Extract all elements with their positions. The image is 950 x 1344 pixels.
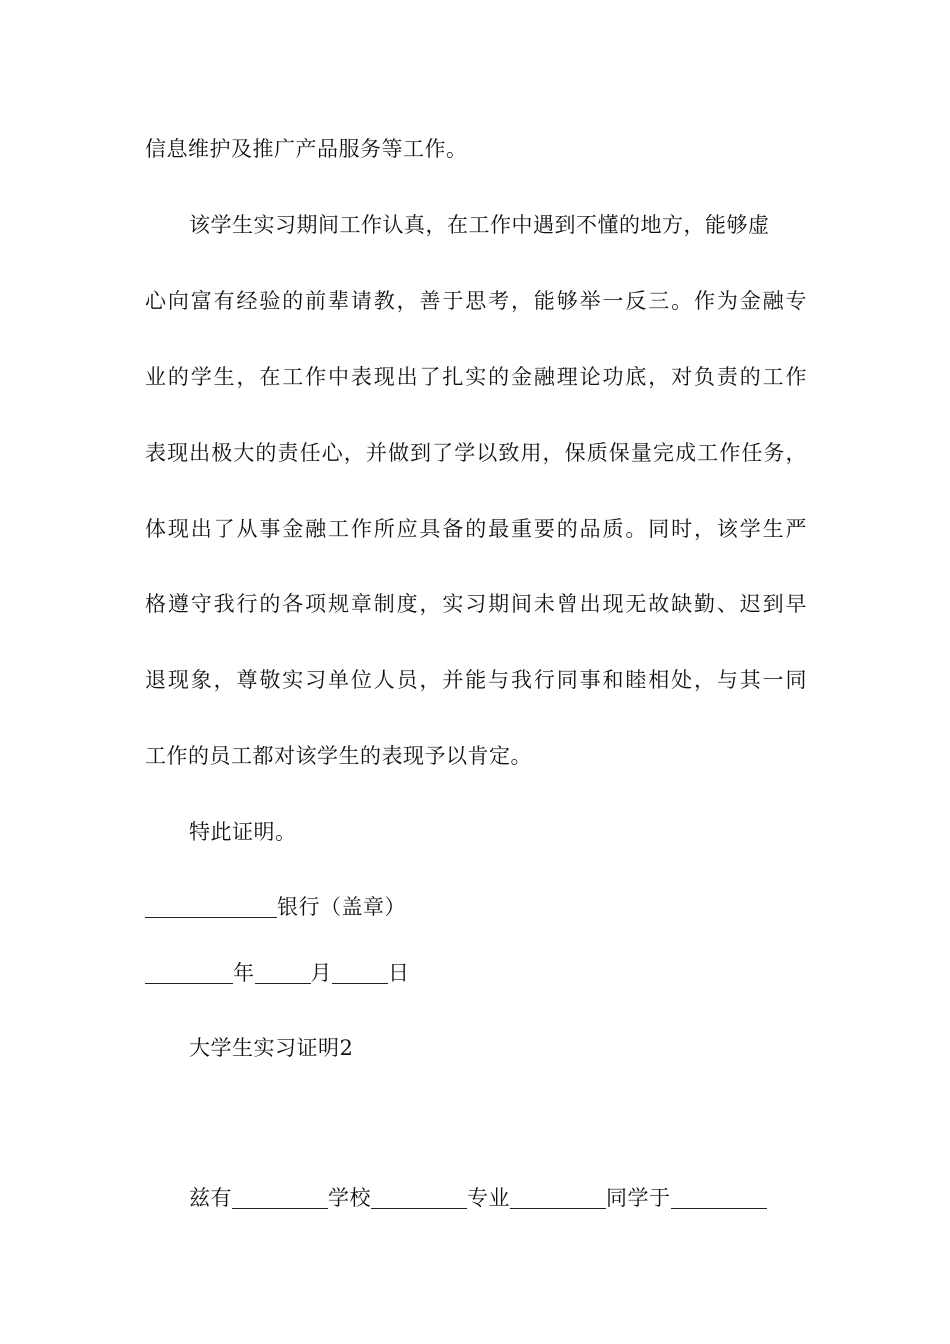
student-blank: [510, 1186, 606, 1209]
body-line-1: 信息维护及推广产品服务等工作。: [145, 137, 468, 161]
day-blank: [332, 961, 388, 984]
opening-text-3: 专业: [467, 1186, 510, 1210]
closing-statement: 特此证明。: [189, 820, 297, 844]
bank-name-blank: [145, 895, 277, 918]
major-blank: [371, 1186, 467, 1209]
body-line-8: 退现象，尊敬实习单位人员，并能与我行同事和睦相处，与其一同: [145, 668, 807, 692]
certificate-opening-line: [189, 1183, 767, 1213]
school-blank: [232, 1186, 328, 1209]
month-blank: [255, 961, 311, 984]
body-line-6: 体现出了从事金融工作所应具备的最重要的品质。同时，该学生严: [145, 517, 807, 541]
bank-stamp-label: 银行（盖章）: [277, 895, 406, 919]
day-label: 日: [388, 961, 410, 985]
body-line-2: 该学生实习期间工作认真，在工作中遇到不懂的地方，能够虚: [189, 213, 770, 237]
body-line-7: 格遵守我行的各项规章制度，实习期间未曾出现无故缺勤、迟到早: [145, 592, 807, 616]
opening-text-4: 同学于: [606, 1186, 671, 1210]
year-label: 年: [233, 961, 255, 985]
body-line-4: 业的学生，在工作中表现出了扎实的金融理论功底，对负责的工作: [145, 365, 807, 389]
section-title: 大学生实习证明2: [189, 1036, 354, 1060]
year-blank: [145, 961, 233, 984]
date-blank: [671, 1186, 767, 1209]
date-line: [145, 958, 410, 988]
opening-text-1: 兹有: [189, 1186, 232, 1210]
bank-stamp-line: [145, 892, 406, 922]
month-label: 月: [310, 961, 332, 985]
body-line-9: 工作的员工都对该学生的表现予以肯定。: [145, 744, 532, 768]
opening-text-2: 学校: [328, 1186, 371, 1210]
body-line-3: 心向富有经验的前辈请教，善于思考，能够举一反三。作为金融专: [145, 289, 807, 313]
body-line-5: 表现出极大的责任心，并做到了学以致用，保质保量完成工作任务，: [145, 441, 807, 465]
